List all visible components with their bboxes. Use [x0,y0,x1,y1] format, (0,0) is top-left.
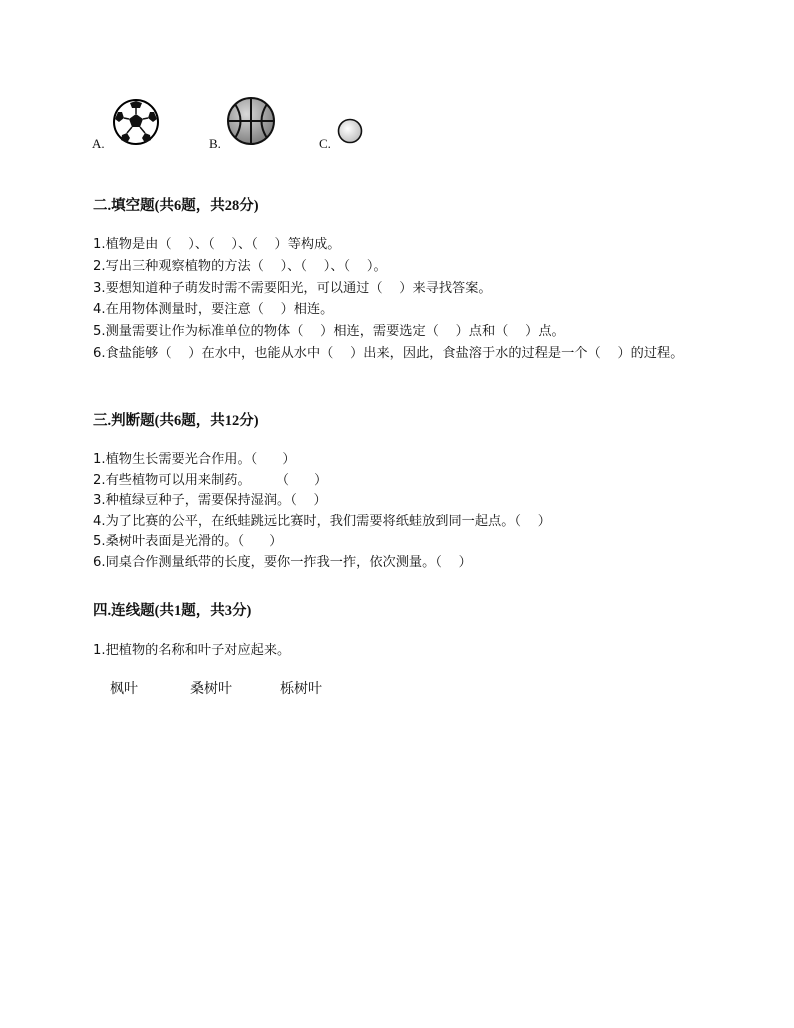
answer-options [92,96,412,156]
section-2-questions [93,234,713,365]
plant-name-2: 桑树叶 [190,681,232,697]
section-2-question-1: 1.植物是由（ ）、（ ）、（ ）等构成。 [93,237,341,252]
section-3-title: 三.判断题(共6题，共12分) [93,413,259,429]
section-3-question-2: 2.有些植物可以用来制药。 （ ） [93,472,328,488]
section-2-question-2: 2.写出三种观察植物的方法（ ）、（ ）、（ ）。 [93,258,387,274]
section-2-question-4: 4.在用物体测量时，要注意（ ）相连。 [93,302,334,318]
small-ball-icon [337,118,363,144]
section-2-question-5: 5.测量需要让作为标准单位的物体（ ）相连，需要选定（ ）点和（ ）点。 [93,324,565,340]
section-4-questions [93,640,713,662]
section-2-question-6: 6.食盐能够（ ）在水中，也能从水中（ ）出来，因此，食盐溶于水的过程是一个（ ）的过程。 [93,345,684,361]
plant-name-3: 栎树叶 [280,681,322,697]
section-3-question-3: 3.种植绿豆种子，需要保持湿润。（ ） [93,493,327,508]
section-3-questions [93,450,713,573]
plant-name-1: 枫叶 [110,681,138,697]
basketball-icon [226,96,276,146]
soccer-ball-icon [112,98,160,146]
section-3-question-5: 5.桑树叶表面是光滑的。（ ） [93,534,283,549]
plant-names [110,678,430,700]
section-3-question-6: 6.同桌合作测量纸带的长度，要你一拃我一拃，依次测量。（ ） [93,554,472,570]
option-b-label: B. [209,136,221,151]
section-4-title: 四.连线题(共1题，共3分) [93,603,252,619]
section-4-question-1: 1.把植物的名称和叶子对应起来。 [93,643,291,658]
option-a-label: A. [92,136,105,151]
section-2-title: 二.填空题(共6题，共28分) [93,198,259,214]
section-2-question-3: 3.要想知道种子萌发时需不需要阳光，可以通过（ ）来寻找答案。 [93,280,492,296]
option-c-label: C. [319,136,331,151]
section-3-question-1: 1.植物生长需要光合作用。（ ） [93,452,296,467]
section-3-question-4: 4.为了比赛的公平，在纸蛙跳远比赛时，我们需要将纸蛙放到同一起点。（ ） [93,513,551,529]
